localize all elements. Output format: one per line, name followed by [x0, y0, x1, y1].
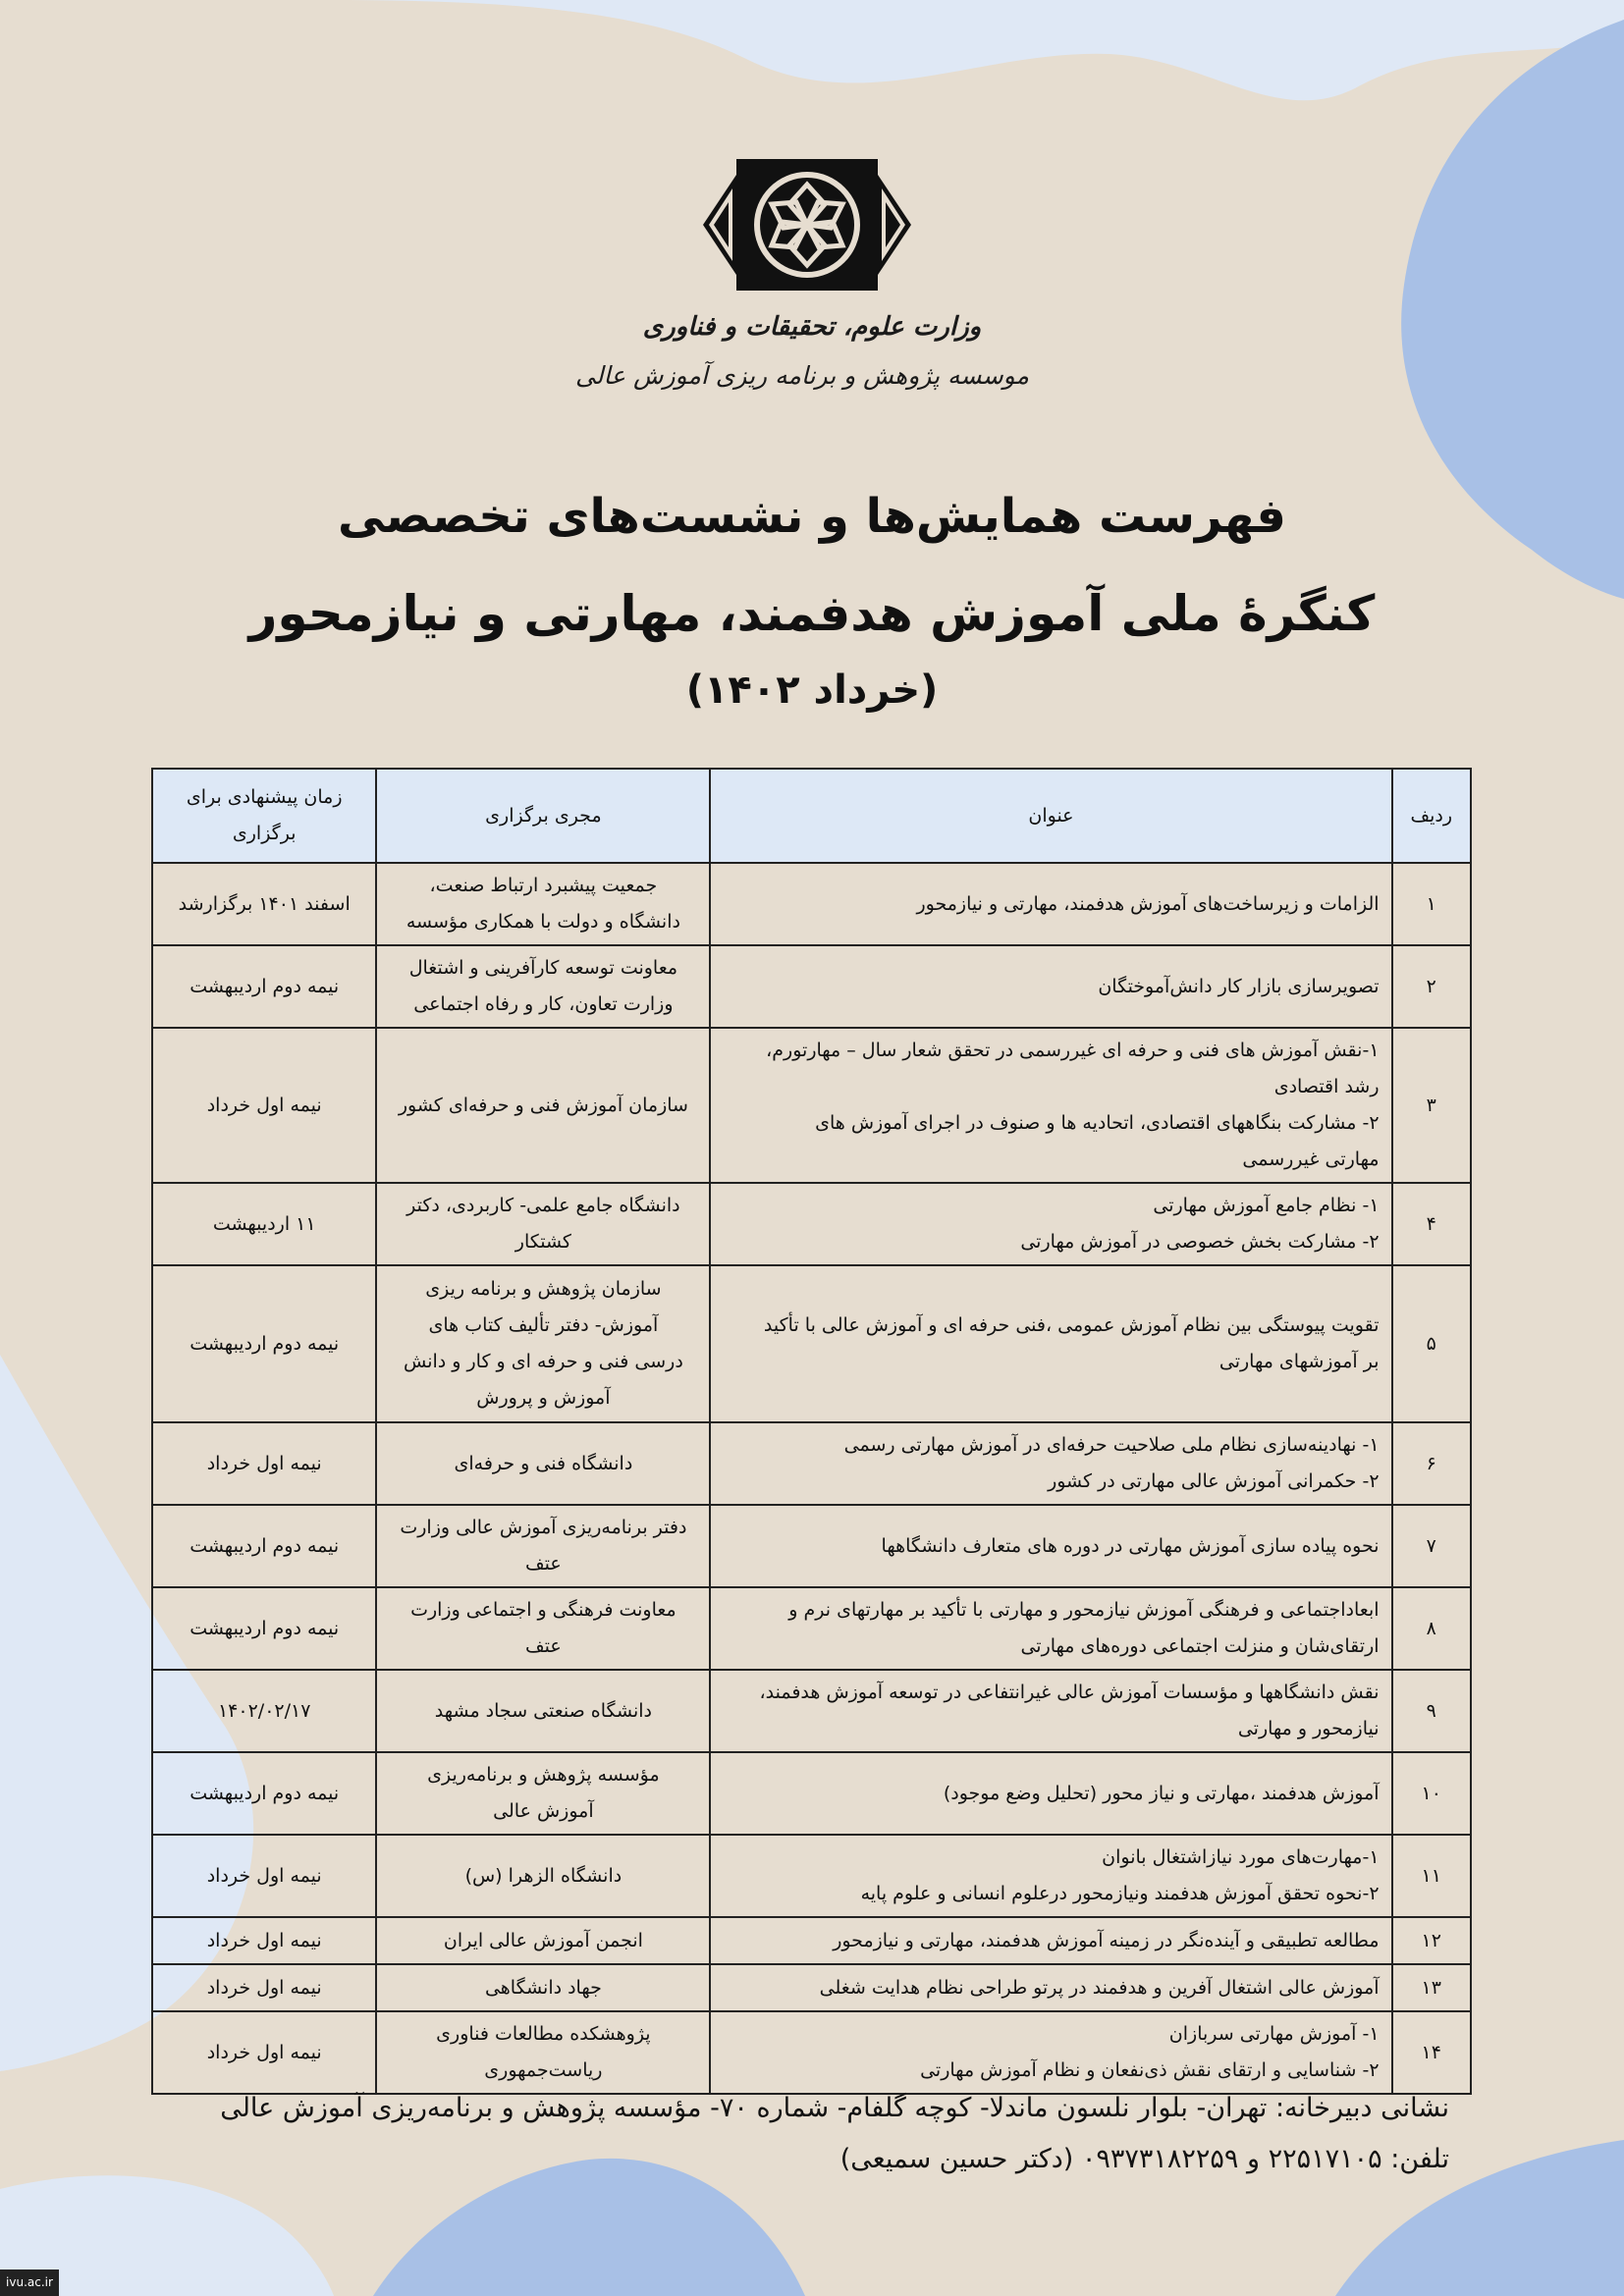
table-header-row: [152, 769, 1471, 863]
organizer-line: سازمان پژوهش و برنامه ریزی: [425, 1278, 662, 1300]
title-cell: [710, 1835, 1391, 1917]
table-row: [152, 2011, 1471, 2094]
organizer-cell: [376, 1917, 710, 1964]
organizer-line: وزارت تعاون، کار و رفاه اجتماعی: [413, 993, 674, 1015]
title-line: ۱- نظام جامع آموزش مهارتی: [1153, 1195, 1380, 1216]
row-number-cell: ۳: [1392, 1028, 1471, 1183]
organizer-line: معاونت فرهنگی و اجتماعی وزارت: [410, 1599, 677, 1621]
title-line: ارتقای‌شان و منزلت اجتماعی دوره‌های مهارتی: [1020, 1635, 1380, 1657]
row-number-cell: ۵: [1392, 1265, 1471, 1422]
events-table: [151, 768, 1472, 2095]
organizer-cell: [376, 1752, 710, 1835]
title-line: نیازمحور و مهارتی: [1237, 1718, 1380, 1739]
title-cell: [710, 2011, 1391, 2094]
organizer-cell: [376, 1183, 710, 1265]
organizer-line: مؤسسه پژوهش و برنامه‌ریزی: [427, 1764, 660, 1786]
title-line: ۲- حکمرانی آموزش عالی مهارتی در کشور: [1048, 1470, 1380, 1492]
row-number-cell: ۴: [1392, 1183, 1471, 1265]
organizer-line: درسی فنی و حرفه ای و کار و دانش: [404, 1351, 683, 1372]
title-cell: [710, 863, 1391, 945]
organizer-line: جهاد دانشگاهی: [484, 1976, 602, 1999]
title-line: آموزش عالی اشتغال آفرین و هدفمند در پرتو طراحی نظام هدایت شغلی: [819, 1976, 1380, 1999]
table-row: [152, 1422, 1471, 1505]
organizer-line: ریاست‌جمهوری: [484, 2059, 603, 2081]
organizer-cell: [376, 1670, 710, 1752]
organizer-line: سازمان آموزش فنی و حرفه‌ای کشور: [398, 1094, 688, 1116]
time-cell: نیمه اول خرداد: [152, 1964, 376, 2011]
title-line: نقش دانشگاهها و مؤسسات آموزش عالی غیرانتفاعی در توسعه آموزش هدفمند،: [759, 1682, 1380, 1703]
title-cell: [710, 1587, 1391, 1670]
organizer-cell: [376, 1587, 710, 1670]
time-cell: نیمه اول خرداد: [152, 1917, 376, 1964]
congress-title: کنگرۀ ملی آموزش هدفمند، مهارتی و نیازمحور: [248, 585, 1376, 642]
organizer-line: آموزش عالی: [493, 1800, 594, 1822]
organizer-line: پژوهشکده مطالعات فناوری: [436, 2023, 651, 2045]
title-line: ۲- مشارکت بخش خصوصی در آموزش مهارتی: [1020, 1231, 1380, 1253]
table-row: [152, 1183, 1471, 1265]
title-line: مطالعه تطبیقی و آینده‌نگر در زمینه آموزش هدفمند، مهارتی و نیازمحور: [833, 1929, 1380, 1951]
header-organizer: مجری برگزاری: [376, 769, 710, 863]
table-row: [152, 1265, 1471, 1422]
organizer-cell: [376, 1422, 710, 1505]
title-cell: [710, 1422, 1391, 1505]
row-number-cell: ۸: [1392, 1587, 1471, 1670]
time-cell: نیمه دوم اردیبهشت: [152, 1265, 376, 1422]
table-row: [152, 1028, 1471, 1183]
title-cell: [710, 1752, 1391, 1835]
organizer-line: آموزش- دفتر تألیف کتاب های: [428, 1314, 659, 1336]
title-line: الزامات و زیرساخت‌های آموزش هدفمند، مهارتی و نیازمحور: [916, 892, 1380, 915]
table-row: [152, 945, 1471, 1028]
org-name-institute: موسسه پژوهش و برنامه ریزی آموزش عالی: [575, 361, 1029, 390]
table-row: [152, 1587, 1471, 1670]
header-time: زمان پیشنهادی برای برگزاری: [152, 769, 376, 863]
organizer-line: آموزش و پرورش: [476, 1387, 611, 1409]
title-cell: [710, 1265, 1391, 1422]
page-title: فهرست همایش‌ها و نشست‌های تخصصی: [338, 489, 1286, 544]
time-cell: نیمه دوم اردیبهشت: [152, 1752, 376, 1835]
title-cell: [710, 1917, 1391, 1964]
row-number-cell: ۷: [1392, 1505, 1471, 1587]
organizer-line: دفتر برنامه‌ریزی آموزش عالی وزارت: [400, 1517, 687, 1538]
time-cell: ۱۴۰۲/۰۲/۱۷: [152, 1670, 376, 1752]
organizer-line: دانشگاه فنی و حرفه‌ای: [454, 1452, 633, 1474]
title-cell: [710, 1964, 1391, 2011]
title-line: ۱-مهارت‌های مورد نیازاشتغال بانوان: [1102, 1846, 1380, 1868]
organizer-cell: [376, 1964, 710, 2011]
title-line: ۲- مشارکت بنگاههای اقتصادی، اتحادیه ها و صنوف در اجرای آموزش های: [815, 1112, 1380, 1134]
organizer-cell: [376, 1505, 710, 1587]
title-cell: [710, 945, 1391, 1028]
title-line: تقویت پیوستگی بین نظام آموزش عمومی ،فنی حرفه ای و آموزش عالی با تأکید: [763, 1314, 1380, 1336]
row-number-cell: ۱۱: [1392, 1835, 1471, 1917]
title-cell: [710, 1670, 1391, 1752]
time-cell: نیمه اول خرداد: [152, 1422, 376, 1505]
title-line: ۲- شناسایی و ارتقای نقش ذی‌نفعان و نظام آموزش مهارتی: [920, 2059, 1380, 2081]
title-cell: [710, 1028, 1391, 1183]
header-title: عنوان: [710, 769, 1391, 863]
phone-text: تلفن: ۲۲۵۱۷۱۰۵ و ۰۹۳۷۳۱۸۲۲۵۹ (دکتر حسین سمیعی): [839, 2144, 1449, 2174]
table-row: [152, 1964, 1471, 2011]
time-cell: نیمه اول خرداد: [152, 1835, 376, 1917]
organizer-cell: [376, 1028, 710, 1183]
organizer-cell: [376, 1835, 710, 1917]
title-cell: [710, 1505, 1391, 1587]
table-row: [152, 1505, 1471, 1587]
table-row: [152, 1670, 1471, 1752]
table-row: [152, 1835, 1471, 1917]
time-cell: نیمه دوم اردیبهشت: [152, 1587, 376, 1670]
organizer-line: انجمن آموزش عالی ایران: [443, 1929, 643, 1951]
title-line: رشد اقتصادی: [1273, 1076, 1380, 1097]
title-line: ۲-نحوه تحقق آموزش هدفمند ونیازمحور درعلوم انسانی و علوم پایه: [860, 1883, 1380, 1904]
row-number-cell: ۶: [1392, 1422, 1471, 1505]
organizer-line: دانشگاه جامع علمی- کاربردی، دکتر: [406, 1195, 680, 1216]
time-cell: نیمه دوم اردیبهشت: [152, 945, 376, 1028]
table-row: [152, 1917, 1471, 1964]
title-cell: [710, 1183, 1391, 1265]
row-number-cell: ۱۴: [1392, 2011, 1471, 2094]
title-line: ۱-نقش آموزش های فنی و حرفه ای غیررسمی در تحقق شعار سال – مهارتورم،: [766, 1040, 1380, 1061]
title-line: آموزش هدفمند ،مهارتی و نیاز محور (تحلیل وضع موجود): [943, 1782, 1380, 1804]
row-number-cell: ۱۳: [1392, 1964, 1471, 2011]
organizer-cell: [376, 863, 710, 945]
organizer-line: دانشگاه صنعتی سجاد مشهد: [434, 1699, 653, 1722]
title-line: تصویرسازی بازار کار دانش‌آموختگان: [1098, 975, 1380, 997]
row-number-cell: ۱۰: [1392, 1752, 1471, 1835]
time-cell: ۱۱ اردیبهشت: [152, 1183, 376, 1265]
organizer-line: دانشگاه و دولت با همکاری مؤسسه: [406, 911, 680, 933]
organizer-line: عتف: [525, 1635, 562, 1657]
title-line: ۱- نهادینه‌سازی نظام ملی صلاحیت حرفه‌ای در آموزش مهارتی رسمی: [843, 1434, 1380, 1456]
row-number-cell: ۱۲: [1392, 1917, 1471, 1964]
site-badge: ivu.ac.ir: [0, 2269, 59, 2296]
title-line: بر آموزشهای مهارتی: [1218, 1351, 1380, 1372]
table-body: [152, 863, 1471, 2094]
header-row-number: ردیف: [1392, 769, 1471, 863]
row-number-cell: ۱: [1392, 863, 1471, 945]
organizer-line: معاونت توسعه کارآفرینی و اشتغال: [408, 957, 678, 979]
row-number-cell: ۲: [1392, 945, 1471, 1028]
title-line: ابعاداجتماعی و فرهنگی آموزش نیازمحور و مهارتی با تأکید بر مهارتهای نرم و: [788, 1599, 1380, 1621]
organizer-line: دانشگاه الزهرا (س): [464, 1864, 623, 1887]
organizer-line: کشتکار: [514, 1231, 571, 1253]
title-line: نحوه پیاده سازی آموزش مهارتی در دوره های متعارف دانشگاهها: [881, 1534, 1380, 1557]
organizer-line: جمعیت پیشبرد ارتباط صنعت،: [429, 875, 658, 896]
time-cell: نیمه اول خرداد: [152, 2011, 376, 2094]
address-text: نشانی دبیرخانه: تهران- بلوار نلسون ماندلا- کوچه گلفام- شماره ۷۰- مؤسسه پژوهش و برنامه‌ریزی آموزش عالی: [220, 2093, 1449, 2123]
time-cell: نیمه دوم اردیبهشت: [152, 1505, 376, 1587]
org-name-ministry: وزارت علوم، تحقیقات و فناوری: [642, 312, 982, 342]
date-subtitle: (خرداد ۱۴۰۲): [685, 667, 939, 713]
time-cell: نیمه اول خرداد: [152, 1028, 376, 1183]
row-number-cell: ۹: [1392, 1670, 1471, 1752]
time-cell: اسفند ۱۴۰۱ برگزارشد: [152, 863, 376, 945]
title-line: مهارتی غیررسمی: [1242, 1148, 1380, 1170]
table-row: [152, 1752, 1471, 1835]
organizer-cell: [376, 1265, 710, 1422]
ministry-emblem-icon: [703, 155, 911, 294]
organizer-cell: [376, 2011, 710, 2094]
organizer-cell: [376, 945, 710, 1028]
organizer-line: عتف: [525, 1553, 562, 1575]
title-line: ۱- آموزش مهارتی سربازان: [1168, 2023, 1380, 2045]
table-row: [152, 863, 1471, 945]
